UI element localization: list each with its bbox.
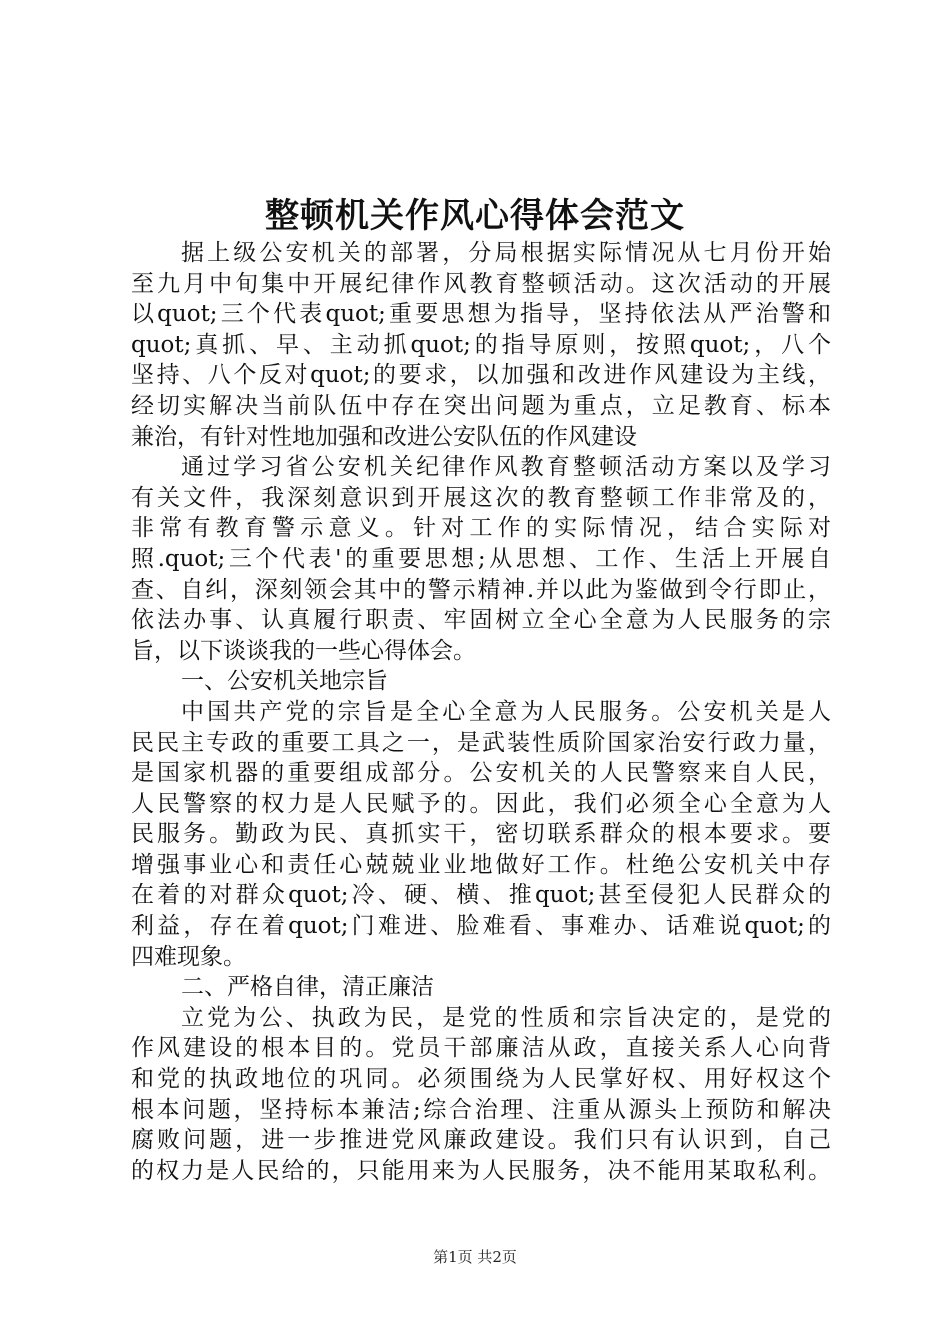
text-line: 四难现象。 <box>131 943 246 970</box>
text-line: 二、严格自律，清正廉洁 <box>181 974 434 1001</box>
text-line: 非常有教育警示意义。针对工作的实际情况，结合实际对 <box>131 515 831 542</box>
text-line: 兼治，有针对性地加强和改进公安队伍的作风建设 <box>131 423 637 450</box>
text-line: 根本问题，坚持标本兼洁;综合治理、注重从源头上预防和解决 <box>131 1096 831 1123</box>
text-line: 中国共产党的宗旨是全心全意为人民服务。公安机关是人 <box>181 698 831 725</box>
text-line: 民服务。勤政为民、真抓实干，密切联系群众的根本要求。要 <box>131 821 831 848</box>
text-line: 增强事业心和责任心兢兢业业地做好工作。杜绝公安机关中存 <box>131 851 831 878</box>
document-body <box>131 238 831 1186</box>
page-title: 整顿机关作风心得体会范文 <box>265 196 685 236</box>
page-footer: 第1页 共2页 <box>433 1248 517 1266</box>
text-line: 是国家机器的重要组成部分。公安机关的人民警察来自人民， <box>131 760 831 787</box>
text-line: 旨，以下谈谈我的一些心得体会。 <box>131 637 476 664</box>
text-line: 照.quot;三个代表'的重要思想;从思想、工作、生活上开展自 <box>131 545 831 572</box>
text-line: 民民主专政的重要工具之一，是武装性质阶国家治安行政力量， <box>131 729 831 756</box>
text-line: 一、公安机关地宗旨 <box>181 668 388 695</box>
text-line: 查、自纠，深刻领会其中的警示精神.并以此为鉴做到令行即止， <box>131 576 831 603</box>
text-line: 经切实解决当前队伍中存在突出问题为重点，立足教育、标本 <box>131 392 831 419</box>
text-line: 坚持、八个反对quot;的要求，以加强和改进作风建设为主线， <box>131 362 831 389</box>
text-line: 据上级公安机关的部署，分局根据实际情况从七月份开始 <box>181 240 831 266</box>
text-line: 腐败问题，进一步推进党风廉政建设。我们只有认识到，自己 <box>131 1127 831 1154</box>
text-line: 依法办事、认真履行职责、牢固树立全心全意为人民服务的宗 <box>131 607 831 634</box>
text-line: 的权力是人民给的，只能用来为人民服务，决不能用某取私利。 <box>131 1157 831 1184</box>
text-line: 在着的对群众quot;冷、硬、横、推quot;甚至侵犯人民群众的 <box>131 882 831 909</box>
text-line: quot;真抓、早、主动抓quot;的指导原则，按照quot;，八个 <box>131 331 831 358</box>
text-line: 有关文件，我深刻意识到开展这次的教育整顿工作非常及的， <box>131 484 831 511</box>
text-line: 以quot;三个代表quot;重要思想为指导，坚持依法从严治警和 <box>131 301 831 328</box>
text-line: 至九月中旬集中开展纪律作风教育整顿活动。这次活动的开展 <box>131 270 831 297</box>
text-line: 人民警察的权力是人民赋予的。因此，我们必须全心全意为人 <box>131 790 831 817</box>
text-line: 作风建设的根本目的。党员干部廉洁从政，直接关系人心向背 <box>131 1035 831 1062</box>
text-line: 通过学习省公安机关纪律作风教育整顿活动方案以及学习 <box>181 454 831 481</box>
text-line: 和党的执政地位的巩同。必须围绕为人民掌好权、用好权这个 <box>131 1066 831 1093</box>
text-line: 利益，存在着quot;门难进、脸难看、事难办、话难说quot;的 <box>131 913 831 940</box>
text-line: 立党为公、执政为民，是党的性质和宗旨决定的，是党的 <box>181 1004 831 1031</box>
